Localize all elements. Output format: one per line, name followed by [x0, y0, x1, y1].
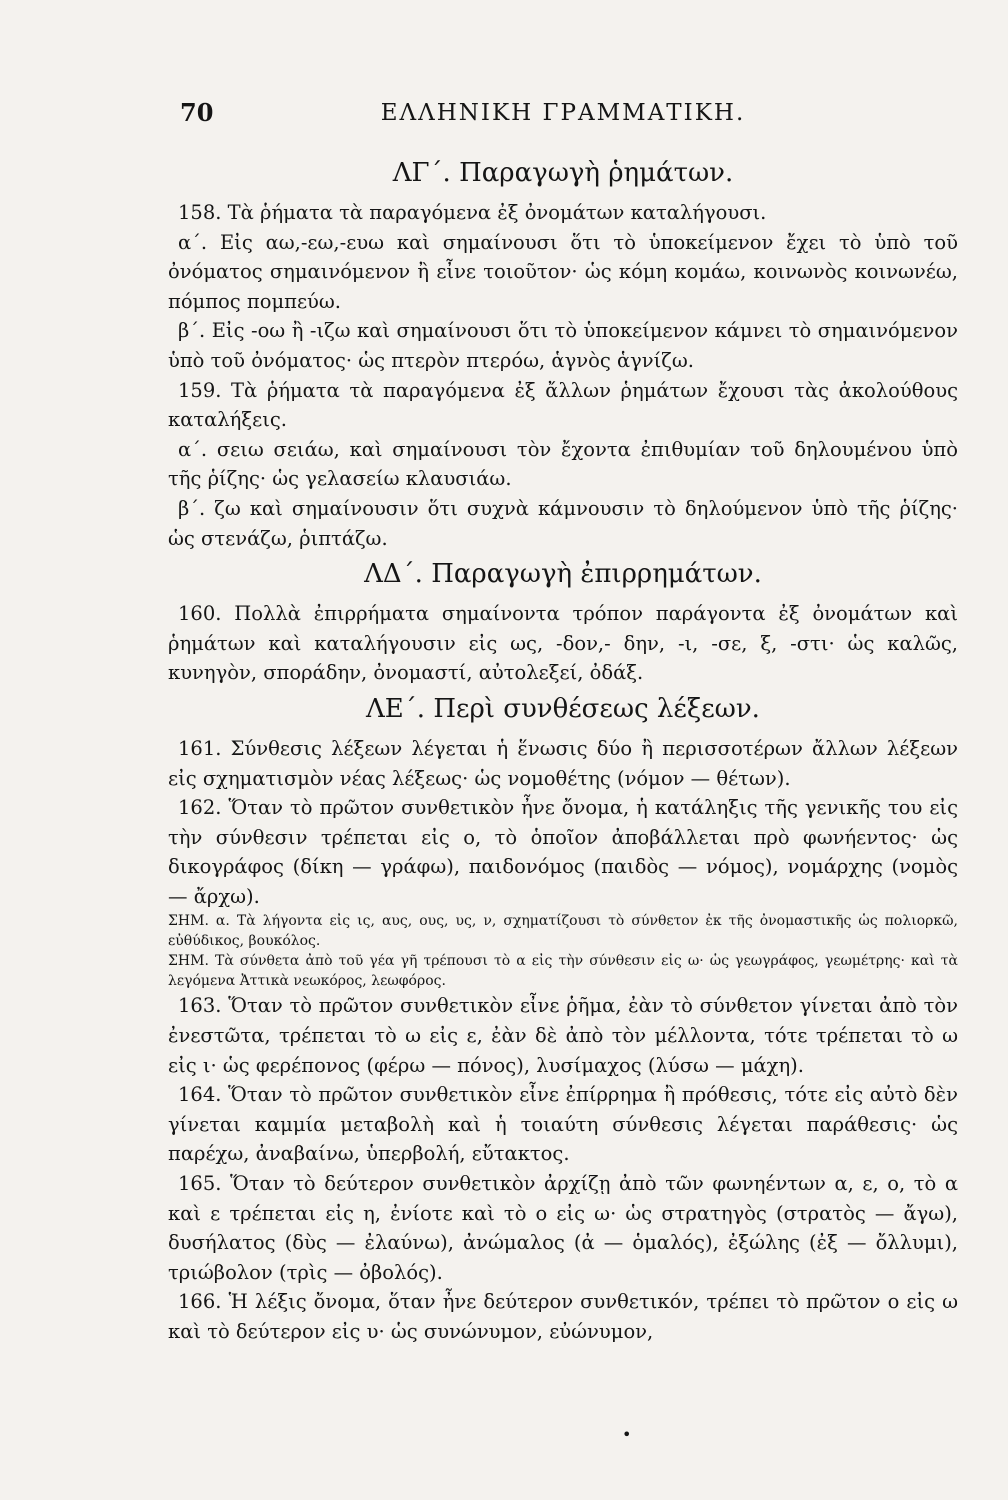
- paragraph-159a: α΄. σειω σειάω, καὶ σημαίνουσι τὸν ἔχοντα ἐπιθυμίαν τοῦ δηλουμένου ὑπὸ τῆς ῥίζης· ὡς γελασείω κλαυσιάω.: [168, 437, 958, 491]
- paragraph-165: 165. Ὅταν τὸ δεύτερον συνθετικὸν ἀρχίζῃ ἀπὸ τῶν φωνηέντων α, ε, ο, τὸ α καὶ ε τρέπεται εἰς η, ἐνίοτε καὶ τὸ ο εἰς ω· ὡς στρατηγὸς (στρατὸς — ἄγω), δυσήλατος (δὺς — ἐλαύνω), ἀνώμαλος (ἀ — ὁμαλός), ἐξώλης (ἐξ — ὄλλυμι), τριώβολον (τρὶς — ὀβολός).: [168, 1172, 958, 1284]
- paragraph-158a: α΄. Εἰς αω,-εω,-ευω καὶ σημαίνουσι ὅτι τὸ ὑποκείμενον ἔχει τὸ ὑπὸ τοῦ ὀνόματος σημαινόμενον ἢ εἶνε τοιοῦτον· ὡς κόμη κομάω, κοινωνὸς κοινωνέω, πόμπος πομπεύω.: [168, 230, 958, 313]
- running-title: ΕΛΛΗΝΙΚΗ ΓΡΑΜΜΑΤΙΚΗ.: [380, 100, 746, 126]
- paragraph-161: 161. Σύνθεσις λέξεων λέγεται ἡ ἕνωσις δύο ἢ περισσοτέρων ἄλλων λέξεων εἰς σχηματισμὸν νέας λέξεως· ὡς νομοθέτης (νόμον — θέτων).: [168, 736, 958, 790]
- paragraph-159b: β΄. ζω καὶ σημαίνουσιν ὅτι συχνὰ κάμνουσιν τὸ δηλούμενον ὑπὸ τῆς ῥίζης· ὡς στενάζω, ῥιπτάζω.: [168, 496, 958, 550]
- paragraph-163: 163. Ὅταν τὸ πρῶτον συνθετικὸν εἶνε ῥῆμα, ἐὰν τὸ σύνθετον γίνεται ἀπὸ τὸν ἐνεστῶτα, τρέπεται τὸ ω εἰς ε, ἐὰν δὲ ἀπὸ τὸν μέλλοντα, τότε τρέπεται τὸ ω εἰς ι· ὡς φερέπονος (φέρω — πόνος), λυσίμαχος (λύσω — μάχη).: [168, 994, 958, 1077]
- page-number: 70: [180, 98, 214, 127]
- paragraph-164: 164. Ὅταν τὸ πρῶτον συνθετικὸν εἶνε ἐπίρρημα ἢ πρόθεσις, τότε εἰς αὐτὸ δὲν γίνεται καμμία μεταβολὴ καὶ ἡ τοιαύτη σύνθεσις λέγεται παράθεσις· ὡς παρέχω, ἀναβαίνω, ὑπερβολή, εὔτακτος.: [168, 1083, 958, 1166]
- paragraph-158: 158. Τὰ ῥήματα τὰ παραγόμενα ἐξ ὀνομάτων καταλήγουσι.: [178, 201, 767, 224]
- note-2: ΣΗΜ. Τὰ σύνθετα ἀπὸ τοῦ γέα γῆ τρέπουσι τὸ α εἰς τὴν σύνθεσιν εἰς ω· ὡς γεωγράφος, γεωμέτρης· καὶ τὰ λεγόμενα Ἀττικὰ νεωκόρος, λεωφόρος.: [168, 953, 958, 990]
- footer-mark: •: [622, 1425, 632, 1444]
- paragraph-166: 166. Ἡ λέξις ὄνομα, ὅταν ἦνε δεύτερον συνθετικόν, τρέπει τὸ πρῶτον ο εἰς ω καὶ τὸ δεύτερον εἰς υ· ὡς συνώνυμον, εὐώνυμον,: [168, 1290, 958, 1343]
- page-header: [168, 98, 958, 138]
- section-heading: ΛΕ΄. Περὶ συνθέσεως λέξεων.: [366, 693, 760, 724]
- note-1: ΣΗΜ. α. Τὰ λήγοντα εἰς ις, αυς, ους, υς, ν, σχηματίζουσι τὸ σύνθετον ἐκ τῆς ὀνομαστικῆς ὡς πολιορκῶ, εὐθύδικος, βουκόλος.: [168, 913, 958, 950]
- section-heading: ΛΓ΄. Παραγωγὴ ῥημάτων.: [392, 158, 734, 188]
- page-body: [168, 152, 958, 1347]
- paragraph-159: 159. Τὰ ῥήματα τὰ παραγόμενα ἐξ ἄλλων ῥημάτων ἔχουσι τὰς ἀκολούθους καταλήξεις.: [168, 378, 958, 432]
- section-heading: ΛΔ΄. Παραγωγὴ ἐπιρρημάτων.: [364, 559, 762, 590]
- paragraph-162: 162. Ὅταν τὸ πρῶτον συνθετικὸν ἦνε ὄνομα, ἡ κατάληξις τῆς γενικῆς του εἰς τὴν σύνθεσιν τρέπεται εἰς ο, τὸ ὁποῖον ἀποβάλλεται πρὸ φωνήεντος· ὡς δικογράφος (δίκη — γράφω), παιδονόμος (παιδὸς — νόμος), νομάρχης (νομὸς — ἄρχω).: [168, 796, 958, 908]
- paragraph-158b: β΄. Εἰς -οω ἢ -ιζω καὶ σημαίνουσι ὅτι τὸ ὑποκείμενον κάμνει τὸ σημαινόμενον ὑπὸ τοῦ ὀνόματος· ὡς πτερὸν πτερόω, ἁγνὸς ἁγνίζω.: [168, 319, 958, 372]
- paragraph-160: 160. Πολλὰ ἐπιρρήματα σημαίνοντα τρόπον παράγοντα ἐξ ὀνομάτων καὶ ῥημάτων καὶ καταλήγουσιν εἰς ως, -δον,- δην, -ι, -σε, ξ, -στι· ὡς καλῶς, κυνηγὸν, σποράδην, ὀνομαστί, αὐτολεξεί, ὀδάξ.: [168, 602, 958, 685]
